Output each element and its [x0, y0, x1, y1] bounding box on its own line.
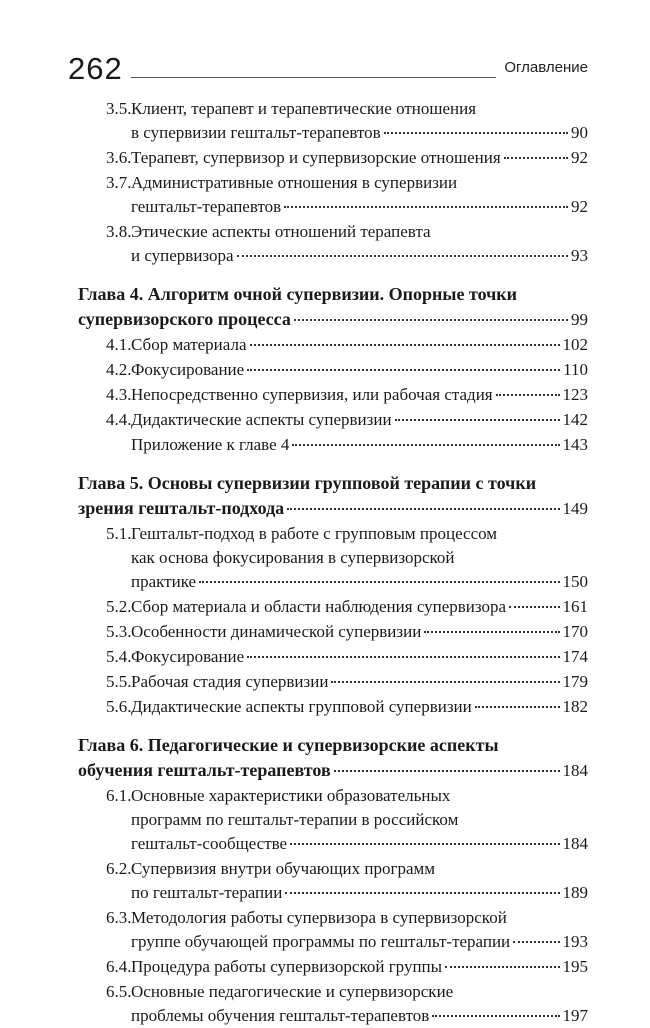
- toc-entry-text: программ по гештальт-терапии в российском: [131, 810, 459, 829]
- toc-section-number: 5.4.: [106, 647, 132, 666]
- dot-leader: [237, 255, 568, 257]
- toc-page-number: 189: [562, 883, 588, 902]
- running-title: Оглавление: [504, 59, 588, 76]
- toc-page-number: 184: [562, 761, 588, 780]
- toc-entry-text: Приложение к главе 4: [131, 435, 290, 454]
- toc-entry-text: Супервизия внутри обучающих программ: [131, 859, 436, 878]
- toc-section-number: 5.6.: [106, 697, 132, 716]
- dot-leader: [287, 508, 559, 510]
- toc-section-number: 4.3.: [106, 385, 132, 404]
- dot-leader: [445, 966, 559, 968]
- toc-entry-text: практике: [131, 572, 197, 591]
- toc-entry-text: Терапевт, супервизор и супервизорские отношения: [131, 148, 501, 167]
- toc-page-number: 182: [562, 697, 588, 716]
- dot-leader: [285, 892, 559, 894]
- dot-leader: [496, 394, 560, 396]
- toc-entry-text: Гештальт-подход в работе с групповым процессом: [131, 524, 498, 543]
- toc-entry-text: Административные отношения в супервизии: [131, 173, 458, 192]
- header-rule: [131, 77, 497, 78]
- toc-section-entry: [78, 620, 588, 644]
- toc-section-entry: [78, 980, 588, 1028]
- toc-entry-text: проблемы обучения гештальт-терапевтов: [131, 1006, 430, 1025]
- toc-page-number: 184: [562, 834, 588, 853]
- toc-entry-text: Дидактические аспекты супервизии: [131, 410, 392, 429]
- toc-page-number: 110: [563, 360, 588, 379]
- toc-page-number: 149: [562, 499, 588, 518]
- toc-entry-text: по гештальт-терапии: [131, 883, 283, 902]
- toc-entry-text: Основные характеристики образовательных: [131, 786, 451, 805]
- page-header: [68, 42, 588, 86]
- toc-section-entry: [78, 97, 588, 145]
- dot-leader: [504, 157, 568, 159]
- dot-leader: [292, 444, 559, 446]
- toc-section-number: 5.1.: [106, 524, 132, 543]
- toc-page-number: 142: [562, 410, 588, 429]
- toc-page-number: 143: [562, 435, 588, 454]
- toc-page-number: 92: [571, 148, 588, 167]
- toc-entry-text: в супервизии гештальт-терапевтов: [131, 123, 381, 142]
- toc-page-number: 99: [571, 310, 588, 329]
- dot-leader: [475, 706, 560, 708]
- toc-page-number: 102: [562, 335, 588, 354]
- toc-entry-text: и супервизора: [131, 246, 234, 265]
- dot-leader: [395, 419, 560, 421]
- dot-leader: [331, 681, 559, 683]
- toc-entry-text: гештальт-сообществе: [131, 834, 288, 853]
- toc-chapter-entry: [78, 733, 588, 783]
- toc-entry-text: Непосредственно супервизия, или рабочая стадия: [131, 385, 493, 404]
- toc-page-number: 92: [571, 197, 588, 216]
- dot-leader: [250, 344, 560, 346]
- toc-entry-text: Дидактические аспекты групповой супервизии: [131, 697, 472, 716]
- toc-entry-text: Глава 4. Алгоритм очной супервизии. Опорные точки: [78, 284, 517, 304]
- toc-section-number: 4.2.: [106, 360, 132, 379]
- toc-section-entry: [78, 522, 588, 594]
- toc-section-number: 6.1.: [106, 786, 132, 805]
- toc-section-entry: [78, 595, 588, 619]
- toc-entry-text: гештальт-терапевтов: [131, 197, 282, 216]
- toc-section-entry: [78, 955, 588, 979]
- dot-leader: [384, 132, 568, 134]
- toc-section-entry: [78, 906, 588, 954]
- toc-entry-text: Глава 5. Основы супервизии групповой терапии с точки: [78, 473, 537, 493]
- toc-section-number: 5.5.: [106, 672, 132, 691]
- toc-page-number: 123: [562, 385, 588, 404]
- toc-section-number: 4.1.: [106, 335, 132, 354]
- toc-page-number: 93: [571, 246, 588, 265]
- toc-page-number: 150: [562, 572, 588, 591]
- toc-chapter-entry: [78, 471, 588, 521]
- toc-section-entry: [78, 433, 588, 457]
- toc-page-number: 161: [562, 597, 588, 616]
- toc-page-number: 174: [562, 647, 588, 666]
- dot-leader: [294, 319, 568, 321]
- toc-section-entry: [78, 383, 588, 407]
- toc-section-number: 6.3.: [106, 908, 132, 927]
- toc-entry-text: Фокусирование: [131, 360, 245, 379]
- toc-page-number: 170: [562, 622, 588, 641]
- toc-section-entry: [78, 333, 588, 357]
- toc-entry-text: обучения гештальт-терапевтов: [78, 760, 331, 780]
- toc-entry-text: Процедура работы супервизорской группы: [131, 957, 443, 976]
- toc-section-number: 5.2.: [106, 597, 132, 616]
- toc-section-entry: [78, 645, 588, 669]
- toc-entry-text: зрения гештальт-подхода: [78, 498, 285, 518]
- toc-page-number: 195: [562, 957, 588, 976]
- toc-section-entry: [78, 784, 588, 856]
- toc-section-entry: [78, 408, 588, 432]
- toc-page-number: 193: [562, 932, 588, 951]
- toc-entry-text: как основа фокусирования в супервизорской: [131, 548, 455, 567]
- toc-section-number: 5.3.: [106, 622, 132, 641]
- toc-section-entry: [78, 857, 588, 905]
- toc-entry-text: супервизорского процесса: [78, 309, 291, 329]
- toc-section-number: 6.4.: [106, 957, 132, 976]
- toc-section-number: 6.2.: [106, 859, 132, 878]
- toc-section-entry: [78, 146, 588, 170]
- toc-entry-text: Этические аспекты отношений терапевта: [131, 222, 431, 241]
- toc-entry-text: Особенности динамической супервизии: [131, 622, 422, 641]
- toc-section-number: 4.4.: [106, 410, 132, 429]
- dot-leader: [199, 581, 559, 583]
- toc-section-number: 3.8.: [106, 222, 132, 241]
- toc-section-entry: [78, 171, 588, 219]
- toc-chapter-entry: [78, 282, 588, 332]
- toc-page-number: 197: [562, 1006, 588, 1025]
- toc-entry-text: Фокусирование: [131, 647, 245, 666]
- toc-section-number: 6.5.: [106, 982, 132, 1001]
- toc-section-entry: [78, 695, 588, 719]
- toc-section-entry: [78, 358, 588, 382]
- toc-entry-text: Сбор материала: [131, 335, 247, 354]
- toc-section-number: 3.6.: [106, 148, 132, 167]
- toc-entry-text: Основные педагогические и супервизорские: [131, 982, 454, 1001]
- dot-leader: [432, 1015, 559, 1017]
- dot-leader: [513, 941, 559, 943]
- toc-entry-text: Рабочая стадия супервизии: [131, 672, 329, 691]
- toc-entry-text: группе обучающей программы по гештальт-терапии: [131, 932, 511, 951]
- dot-leader: [284, 206, 568, 208]
- toc-section-number: 3.5.: [106, 99, 132, 118]
- dot-leader: [424, 631, 559, 633]
- dot-leader: [290, 843, 559, 845]
- toc-page-number: 179: [562, 672, 588, 691]
- toc-entry-text: Сбор материала и области наблюдения супервизора: [131, 597, 507, 616]
- page-number: 262: [68, 51, 123, 86]
- toc-entry-text: Клиент, терапевт и терапевтические отношения: [131, 99, 477, 118]
- dot-leader: [247, 369, 560, 371]
- dot-leader: [509, 606, 559, 608]
- toc-section-entry: [78, 670, 588, 694]
- table-of-contents: [78, 96, 588, 1028]
- toc-section-entry: [78, 220, 588, 268]
- dot-leader: [247, 656, 559, 658]
- toc-page-number: 90: [571, 123, 588, 142]
- toc-entry-text: Глава 6. Педагогические и супервизорские аспекты: [78, 735, 499, 755]
- toc-entry-text: Методология работы супервизора в супервизорской: [131, 908, 507, 927]
- toc-section-number: 3.7.: [106, 173, 132, 192]
- dot-leader: [334, 770, 560, 772]
